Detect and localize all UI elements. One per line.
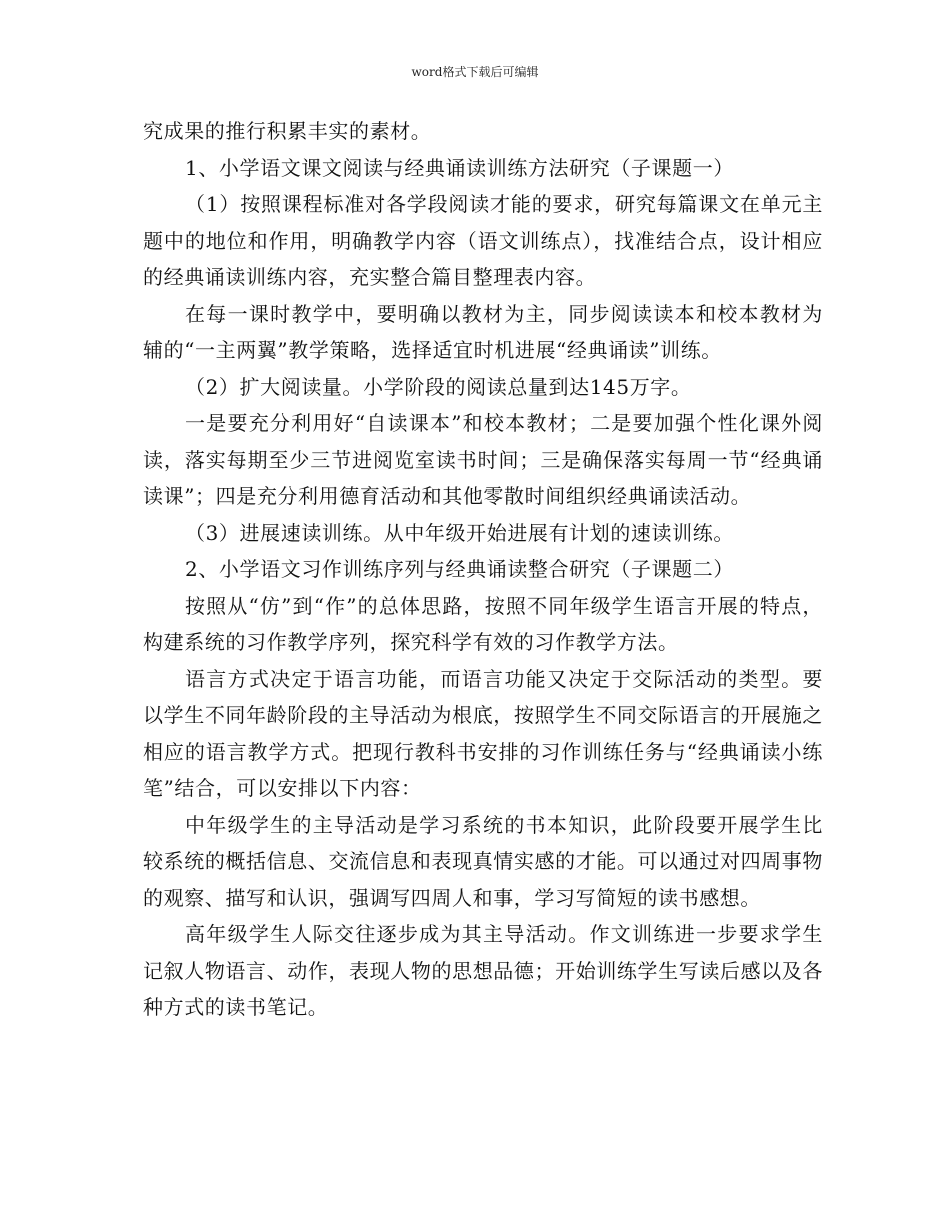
paragraph: 按照从“仿”到“作”的总体思路，按照不同年级学生语言开展的特点，构建系统的习作教学序列，探究科学有效的习作教学方法。 <box>143 593 823 654</box>
paragraph: 在每一课时教学中，要明确以教材为主，同步阅读读本和校本教材为辅的“一主两翼”教学策略，选择适宜时机进展“经典诵读”训练。 <box>143 301 823 362</box>
paragraph: 中年级学生的主导活动是学习系统的书本知识，此阶段要开展学生比较系统的概括信息、交流信息和表现真情实感的才能。可以通过对四周事物的观察、描写和认识，强调写四周人和事，学习写简短的读书感想。 <box>143 812 823 910</box>
paragraph: 高年级学生人际交往逐步成为其主导活动。作文训练进一步要求学生记叙人物语言、动作，表现人物的思想品德；开始训练学生写读后感以及各种方式的读书笔记。 <box>143 922 823 1019</box>
paragraph: （2）扩大阅读量。小学阶段的阅读总量到达145万字。 <box>185 374 692 399</box>
paragraph: 究成果的推行积累丰实的素材。 <box>143 119 432 143</box>
paragraph: 一是要充分利用好“自读课本”和校本教材；二是要加强个性化课外阅读，落实每期至少三节进阅览室读书时间；三是确保落实每周一节“经典诵读课”；四是充分利用德育活动和其他零散时间组织经典诵读活动。 <box>143 411 823 508</box>
page-header: word格式下载后可编辑 <box>411 65 539 79</box>
section-heading: 2、小学语文习作训练序列与经典诵读整合研究（子课题二） <box>185 557 734 581</box>
paragraph: （3）进展速读训练。从中年级开始进展有计划的速读训练。 <box>185 520 734 545</box>
paragraph: （1）按照课程标准对各学段阅读才能的要求，研究每篇课文在单元主题中的地位和作用，明确教学内容（语文训练点），找准结合点，设计相应的经典诵读训练内容，充实整合篇目整理表内容。 <box>143 192 823 289</box>
paragraph: 语言方式决定于语言功能，而语言功能又决定于交际活动的类型。要以学生不同年龄阶段的主导活动为根底，按照学生不同交际语言的开展施之相应的语言教学方式。把现行教科书安排的习作训练任务与“经典诵读小练笔”结合，可以安排以下内容： <box>143 666 823 800</box>
section-heading: 1、小学语文课文阅读与经典诵读训练方法研究（子课题一） <box>185 155 734 180</box>
document-body <box>143 113 823 1026</box>
